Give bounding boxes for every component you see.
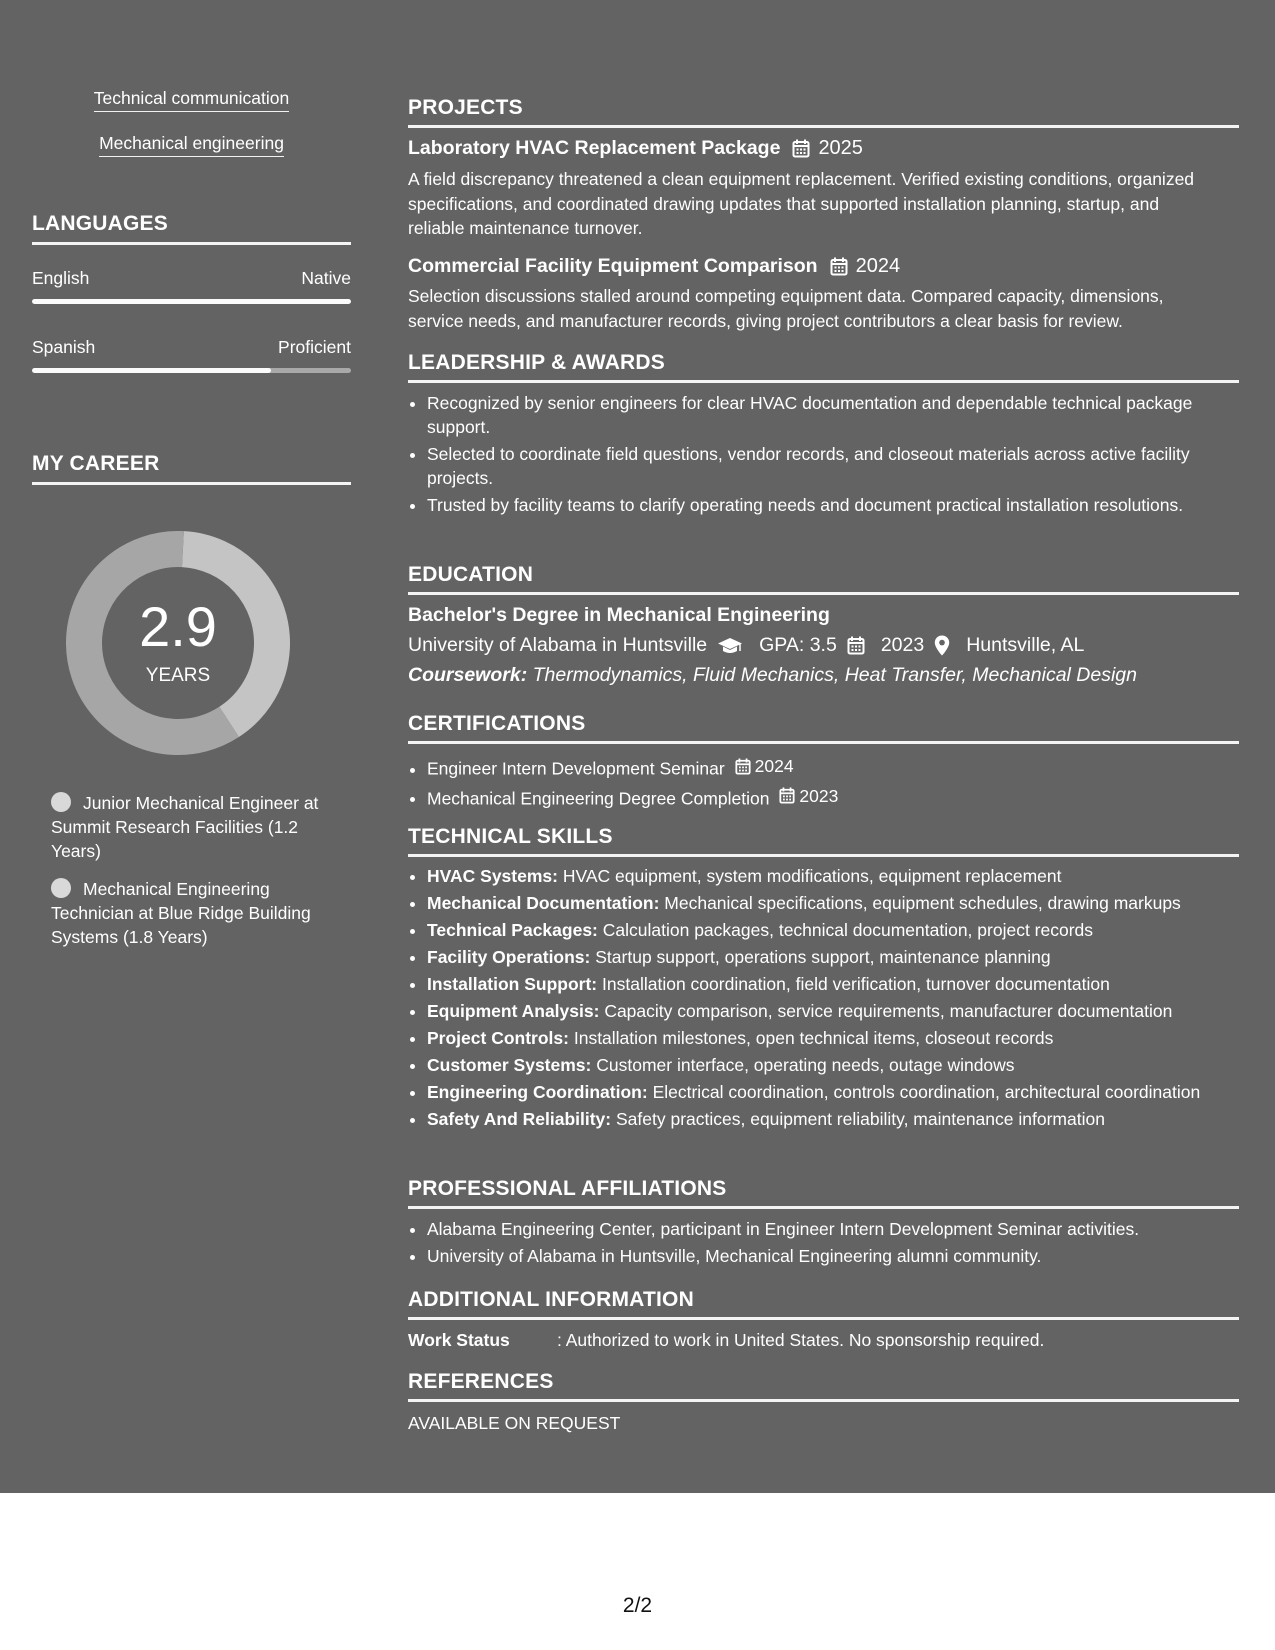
skill-tag-label: Technical communication <box>94 88 290 112</box>
leadership-heading: LEADERSHIP & AWARDS <box>408 351 1239 383</box>
list-item <box>427 754 1247 781</box>
skill-label: Installation Support: <box>427 974 598 994</box>
career-item <box>51 877 331 949</box>
skill-tag-label: Mechanical engineering <box>99 133 284 157</box>
skill-text: Safety practices, equipment reliability, maintenance information <box>615 1109 1105 1129</box>
language-bar-fill <box>32 299 351 304</box>
leadership-list <box>408 391 1247 520</box>
graduation-cap-icon <box>717 637 743 655</box>
language-name: English <box>32 268 90 288</box>
skill-text: Capacity comparison, service requirements, manufacturer documentation <box>604 1001 1173 1021</box>
project-date <box>830 255 901 278</box>
list-item: • Selected to coordinate field questions, vendor records, and closeout materials across active facility projects. <box>427 442 1247 490</box>
list-item <box>427 1107 1247 1131</box>
language-row <box>32 337 351 358</box>
skill-tag <box>32 88 351 109</box>
list-item <box>427 1053 1247 1077</box>
career-item-text: Mechanical Engineering Technician at Blue Ridge Building Systems (1.8 Years) <box>51 879 311 947</box>
school <box>408 634 743 657</box>
gpa <box>759 634 865 657</box>
skill-text: Mechanical specifications, equipment schedules, drawing markups <box>664 893 1181 913</box>
skill-text: Installation milestones, open technical items, closeout records <box>573 1028 1054 1048</box>
work-status-label: Work Status <box>408 1330 510 1350</box>
career-donut-center <box>66 531 290 755</box>
languages-heading: LANGUAGES <box>32 212 351 245</box>
list-item <box>427 972 1247 996</box>
list-item <box>427 999 1247 1023</box>
technical-skills-list <box>408 864 1247 1134</box>
bullet-dot-icon <box>51 878 71 898</box>
project-title <box>408 255 900 278</box>
affiliations-heading: PROFESSIONAL AFFILIATIONS <box>408 1177 1239 1209</box>
education-details <box>408 634 1084 657</box>
language-level: Native <box>301 268 351 288</box>
project-year: 2025 <box>818 137 863 159</box>
project-date <box>792 137 863 160</box>
list-item: • University of Alabama in Huntsville, Mechanical Engineering alumni community. <box>427 1244 1247 1268</box>
skill-tag <box>32 133 351 154</box>
work-status-value: : Authorized to work in United States. No sponsorship required. <box>557 1330 1045 1350</box>
career-years-unit: YEARS <box>145 665 211 686</box>
language-level: Proficient <box>278 337 351 357</box>
list-item <box>427 864 1247 888</box>
references-heading: REFERENCES <box>408 1370 1239 1402</box>
location: Huntsville, AL <box>966 634 1085 656</box>
calendar-icon <box>830 257 848 276</box>
language-name: Spanish <box>32 337 96 357</box>
bullet-dot-icon <box>51 792 71 812</box>
project-name: Laboratory HVAC Replacement Package <box>408 137 781 159</box>
technical-skills-heading: TECHNICAL SKILLS <box>408 825 1239 857</box>
school-name: University of Alabama in Huntsville <box>408 634 708 656</box>
graduation-year-value: 2023 <box>880 634 925 656</box>
certification-date <box>779 784 838 808</box>
project-name: Commercial Facility Equipment Comparison <box>408 255 818 277</box>
list-item: • Trusted by facility teams to clarify operating needs and document practical installation resolutions. <box>427 493 1247 517</box>
certification-name: Mechanical Engineering Degree Completion <box>427 788 770 808</box>
project-year: 2024 <box>855 255 901 277</box>
project-description: Selection discussions stalled around competing equipment data. Compared capacity, dimensions, service needs, and manufacturer records, giving project contributors a clear basis for review. <box>408 286 1164 331</box>
graduation-year <box>881 634 950 657</box>
coursework-list: Thermodynamics, Fluid Mechanics, Heat Transfer, Mechanical Design <box>532 664 1138 686</box>
list-item <box>427 891 1247 915</box>
language-bar <box>32 299 351 304</box>
projects-heading: PROJECTS <box>408 96 1239 128</box>
additional-info-heading: ADDITIONAL INFORMATION <box>408 1288 1239 1320</box>
page-number: 2/2 <box>622 1594 653 1617</box>
career-donut-chart <box>66 531 290 755</box>
coursework <box>408 664 1137 687</box>
education-heading: EDUCATION <box>408 563 1239 595</box>
skill-label: Mechanical Documentation: <box>427 893 660 913</box>
list-item <box>427 784 1247 811</box>
career-total-years: 2.9 <box>139 595 217 658</box>
skill-label: Engineering Coordination: <box>427 1082 648 1102</box>
career-heading: MY CAREER <box>32 452 351 485</box>
list-item <box>427 1026 1247 1050</box>
career-item <box>51 791 331 863</box>
skill-text: Startup support, operations support, maintenance planning <box>595 947 1051 967</box>
skill-text: HVAC equipment, system modifications, equipment replacement <box>562 866 1062 886</box>
skill-text: Electrical coordination, controls coordination, architectural coordination <box>652 1082 1201 1102</box>
list-item <box>427 945 1247 969</box>
certifications-heading: CERTIFICATIONS <box>408 712 1239 744</box>
project-description: A field discrepancy threatened a clean equipment replacement. Verified existing conditions, organized specifications, and coordinated drawing updates that supported installation planning, startup, and reliable maintenance turnover. <box>408 169 1195 238</box>
list-item: • Alabama Engineering Center, participant in Engineer Intern Development Seminar activities. <box>427 1217 1247 1241</box>
certification-year: 2024 <box>754 756 794 776</box>
gpa-value: GPA: 3.5 <box>759 634 837 656</box>
certifications-list <box>408 754 1247 813</box>
location-pin-icon <box>934 635 950 656</box>
project-title <box>408 137 863 160</box>
skill-text: Installation coordination, field verification, turnover documentation <box>602 974 1110 994</box>
calendar-icon <box>847 636 865 655</box>
references-text: AVAILABLE ON REQUEST <box>408 1413 621 1433</box>
list-item: • Recognized by senior engineers for clear HVAC documentation and dependable technical package support. <box>427 391 1247 439</box>
language-bar <box>32 368 351 373</box>
language-row <box>32 268 351 289</box>
coursework-label: Coursework: <box>408 664 528 686</box>
skill-label: Project Controls: <box>427 1028 569 1048</box>
language-bar-fill <box>32 368 271 373</box>
skill-label: Safety And Reliability: <box>427 1109 612 1129</box>
work-status-row <box>408 1330 1044 1351</box>
skill-label: HVAC Systems: <box>427 866 558 886</box>
skill-text: Calculation packages, technical documentation, project records <box>602 920 1094 940</box>
certification-name: Engineer Intern Development Seminar <box>427 758 725 779</box>
calendar-icon <box>735 758 751 775</box>
certification-year: 2023 <box>799 785 839 806</box>
calendar-icon <box>792 139 810 158</box>
skill-label: Technical Packages: <box>427 920 598 940</box>
list-item <box>427 918 1247 942</box>
degree-title: Bachelor's Degree in Mechanical Engineering <box>408 604 830 626</box>
skill-label: Customer Systems: <box>427 1055 592 1075</box>
list-item <box>427 1080 1247 1104</box>
skill-text: Customer interface, operating needs, outage windows <box>596 1055 1015 1075</box>
affiliations-list <box>408 1217 1247 1271</box>
calendar-icon <box>779 787 795 804</box>
certification-date <box>735 754 794 778</box>
career-item-text: Junior Mechanical Engineer at Summit Research Facilities (1.2 Years) <box>51 793 319 861</box>
skill-label: Equipment Analysis: <box>427 1001 600 1021</box>
skill-label: Facility Operations: <box>427 947 591 967</box>
